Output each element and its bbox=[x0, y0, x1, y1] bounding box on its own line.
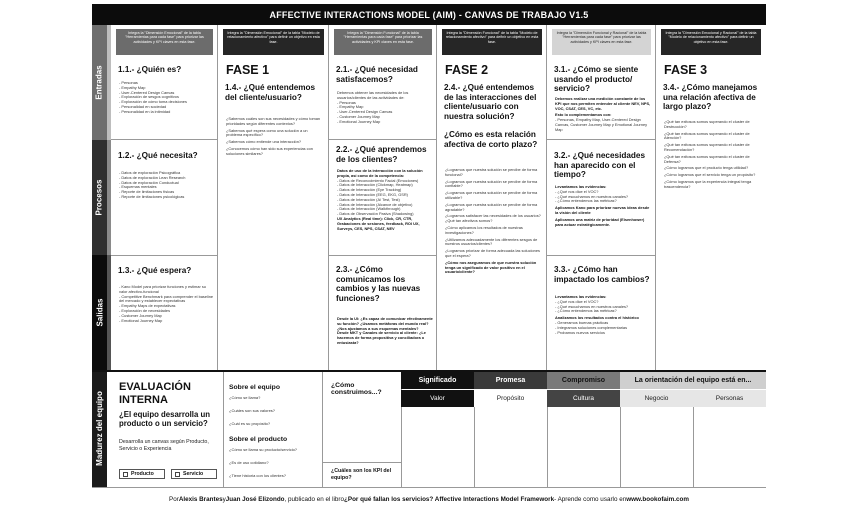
list-item: - Kano Model para priorizar funciones y estimar su valor afectivo-funcional bbox=[119, 285, 206, 294]
list-item: - ¿Qué nos dice el VOC? bbox=[555, 298, 599, 304]
list-item: - Datos de exploración Conductual bbox=[119, 179, 179, 185]
list-item: ¿Logramos priorizar de forma adecuada las soluciones que el espera? bbox=[445, 248, 540, 258]
fase-3-title: FASE 3 bbox=[664, 63, 708, 77]
question-2-2: 2.2.- ¿Qué aprendemos de los clientes? bbox=[336, 145, 427, 164]
list-item: - Datos de exploración Lean Research bbox=[119, 174, 186, 180]
list-item: Aplicamos una matriz de prioridad (Eisenhower) para actuar estratégicamente. bbox=[555, 216, 645, 227]
question-1-2: 1.2.- ¿Qué necesita? bbox=[118, 151, 198, 160]
question-2-1-items bbox=[337, 91, 433, 125]
list-item: ¿Logramos que nuestra solución se percibe de forma agradable? bbox=[445, 201, 538, 212]
list-item: ¿Logramos que nuestra solución se percibe de forma funcional? bbox=[445, 168, 538, 177]
list-item: - ¿Cómo entendemos las métricas? bbox=[555, 308, 617, 314]
list-item: - Customer Journey Map bbox=[119, 312, 162, 318]
list-item: ¿Cómo nos aseguramos de que nuestra solución tenga un significado de valor positivo en el usuario/cliente? bbox=[445, 259, 537, 275]
checkbox-icon bbox=[175, 472, 180, 477]
list-item: - Personalidad en sociedad bbox=[119, 103, 167, 109]
list-item: ¿Logramos que nuestra solución se percibe de forma confiable? bbox=[445, 178, 538, 189]
column-6-header: Integra la "Dimensión Emocional y Racional" de la tabla "Modelo de relacionamiento afectivo" para definir un objetivo en esta fase. bbox=[661, 29, 761, 55]
question-1-3: 1.3.- ¿Qué espera? bbox=[118, 266, 192, 275]
list-item: ¿Cómo se llama su producto/servicio? bbox=[229, 448, 298, 452]
list-item: ¿Logramos que nuestra solución se percibe de forma utilizable? bbox=[445, 190, 538, 200]
list-item: - Personalidad en la intimidad bbox=[119, 108, 171, 114]
footer-author-2: Juan José Elizondo bbox=[225, 496, 285, 503]
question-2-4: 2.4.- ¿Qué entendemos de las interacciones del cliente/usuario con nuestra solución? bbox=[444, 83, 537, 121]
list-item: ¿Es de uso cotidiano? bbox=[229, 459, 269, 465]
list-item: - Emotional Journey Map bbox=[119, 317, 163, 323]
como-construimos-label: ¿Cómo construimos...? bbox=[331, 382, 382, 396]
question-1-4: 1.4.- ¿Qué entendemos del cliente/usuario? bbox=[225, 83, 316, 102]
question-1-2-items bbox=[119, 171, 214, 200]
list-item: - Generamos buenas prácticas bbox=[555, 319, 609, 325]
question-3-3: 3.3.- ¿Cómo han impactado los cambios? bbox=[554, 265, 650, 284]
canvas-grid bbox=[111, 25, 766, 370]
list-item: Debemos obtener las necesidades de los usuarios/clientes de las actividades de: bbox=[337, 91, 409, 100]
evaluation-question: ¿El equipo desarrolla un producto o un servicio? bbox=[119, 410, 210, 428]
list-item: - Datos de Interacción (Eye Tracking) bbox=[337, 187, 402, 193]
list-item: - Esquemas mentales bbox=[119, 184, 157, 190]
list-item: - Empathy Map bbox=[337, 104, 364, 110]
list-item: ¿Cómo logramos que el servicio tenga un propósito? bbox=[664, 172, 756, 178]
product-items bbox=[229, 448, 317, 486]
list-item: - Exploración de cómo toma decisiones bbox=[119, 99, 187, 105]
kpi-question: ¿Cuáles son los KPI del equipo? bbox=[331, 468, 392, 481]
table-header-orientacion: La orientación del equipo está en... bbox=[620, 372, 766, 389]
column-1 bbox=[111, 25, 218, 370]
list-item: Levantamos las evidencias: bbox=[555, 295, 607, 299]
divider bbox=[111, 255, 217, 256]
question-1-4-items bbox=[226, 117, 324, 157]
table-sub-proposito: Propósito bbox=[474, 390, 547, 407]
column-1-header: Integra la "Dimensión Emocional" de la tabla "Herramientas para cada fase" para priorizar las actividades y KPI claves en esta fase. bbox=[116, 29, 213, 55]
list-item: - Competitive Benchmark para comprender el baseline del mercado y establecer expectativas bbox=[119, 293, 214, 304]
servicio-checkbox[interactable] bbox=[171, 469, 217, 479]
column-2 bbox=[218, 25, 329, 370]
list-item: ¿Cómo logramos que el producto tenga utilidad? bbox=[664, 165, 749, 171]
list-item: - Datos de exploración Psicográfica bbox=[119, 171, 181, 175]
list-item: UX Analytics (Real time): Click, CR, CTR, Grabaciones de sesiones, feedback, ROI UX, Surveys, CES, NPS, CSAT, NEV bbox=[337, 215, 420, 231]
list-item: ¿Cuál es su propósito? bbox=[229, 420, 271, 426]
list-item: - Personas, Empathy Map, User-Centered Design Canvas, Customer Journey Map y Emotional Journey Map bbox=[555, 117, 648, 132]
column-3 bbox=[329, 25, 437, 370]
footer bbox=[92, 487, 766, 512]
list-item: ¿Cuáles son sus valores? bbox=[229, 407, 276, 413]
divider bbox=[547, 255, 655, 256]
servicio-label: Servicio bbox=[183, 471, 204, 477]
list-item: - Emotional Journey Map bbox=[337, 118, 381, 124]
question-2-2-items bbox=[337, 169, 433, 231]
question-2-1: 2.1.- ¿Qué necesidad satisfacemos? bbox=[336, 65, 418, 84]
question-2-3-items bbox=[337, 317, 433, 346]
list-item: ¿Sabemos cuáles son sus necesidades y cómo toman prioridades según diferentes contextos? bbox=[226, 117, 321, 126]
list-item: Datos de uso de la interacción con la solución propia, así como de la competencia: bbox=[337, 169, 423, 178]
list-item: ¿Qué tan exitosos somos superando el cluster de Recomendación? bbox=[664, 142, 750, 152]
list-item: - Reporte de limitaciones psicológicas bbox=[119, 193, 185, 199]
list-item: ¿Tiene historia con los clientes? bbox=[229, 472, 286, 478]
list-item: - ¿Qué escuchamos en nuestros canales? bbox=[555, 193, 629, 199]
list-item: - Datos de Interacción (Walkthrough) bbox=[337, 206, 401, 212]
list-item: - User-Centered Design Canvas bbox=[337, 109, 393, 115]
list-item: - User-Centered Design Canvas bbox=[119, 89, 175, 95]
list-item: - Datos de Reconocimiento Facial (Emociones) bbox=[337, 177, 419, 183]
list-item: - Integramos soluciones complementarias bbox=[555, 324, 628, 330]
list-item: - Datos de Interacción (A/ Test, Test) bbox=[337, 196, 400, 202]
evaluation-title: EVALUACIÓN INTERNA bbox=[119, 381, 191, 406]
divider bbox=[547, 139, 655, 140]
list-item: Levantamos las evidencias: bbox=[555, 185, 607, 189]
row-label-procesos: Procesos bbox=[92, 140, 107, 255]
evaluation-description: Desarrolla un canvas según Producto, Servicio o Experiencia bbox=[119, 439, 209, 452]
list-item: ¿Qué tan exitosos somos superando el cluster de Destrucción? bbox=[664, 120, 750, 129]
list-item: - Reporte de limitaciones físicas bbox=[119, 189, 175, 195]
list-item: ¿Cómo se llama? bbox=[229, 396, 261, 400]
list-item: Desde la UI: ¿Es capaz de comunicar efectivamente su función? ¿Usamos metáforas del mundo real? ¿Nos ajustamos a sus esquemas mentales? bbox=[337, 317, 433, 331]
list-item: ¿Sabemos qué espera como una solución a un problema específico? bbox=[226, 127, 308, 138]
fase-2-title: FASE 2 bbox=[445, 63, 489, 77]
footer-text: , publicado en el libro bbox=[284, 496, 345, 503]
list-item: - ¿Qué nos dice el VOC? bbox=[555, 188, 599, 194]
row-label-entradas: Entradas bbox=[92, 25, 107, 140]
question-1-3-items bbox=[119, 285, 214, 323]
question-3-2-items bbox=[555, 185, 651, 227]
canvas-title: AFFECTIVE INTERACTIONS MODEL (AIM) - CANVAS DE TRABAJO V1.5 bbox=[92, 4, 766, 25]
column-2-header: Integra la "Dimensión Emocional" de la tabla "Modelo de relacionamiento afectivo" para definir un objetivo en esta fase. bbox=[223, 29, 324, 55]
list-item: Debemos realizar una medición constante de los KPI que nos permiten entender al cliente NEV, NPS, VOC, CSAT, CES, VC, etc. bbox=[555, 97, 651, 111]
team-items bbox=[229, 396, 317, 434]
producto-label: Producto bbox=[131, 471, 154, 477]
evaluation-intro bbox=[111, 372, 223, 487]
list-item: - Datos de Observación Pasiva (Shadowing) bbox=[337, 211, 414, 217]
question-1-1-items bbox=[119, 81, 214, 115]
table-sub-valor: Valor bbox=[401, 390, 474, 407]
list-item: ¿Cómo aplicamos los resultados de nuestras investigaciones? bbox=[445, 224, 523, 235]
list-item: - Datos de Interacción (Clickmap, Heatmap) bbox=[337, 182, 413, 188]
list-item: - ¿Qué escuchamos en nuestros canales? bbox=[555, 303, 629, 309]
list-item: ¿Cómo logramos que la experiencia integral tenga trascendencia? bbox=[664, 178, 752, 189]
footer-text: - Aprende como usarlo en bbox=[554, 496, 627, 503]
list-item: - Empathy Maps de expectativas bbox=[119, 303, 176, 309]
footer-book-title: ¿Por qué fallan los servicios? Affective Interactions Model Framework bbox=[344, 496, 555, 503]
divider bbox=[329, 255, 436, 256]
footer-text: Por bbox=[169, 496, 179, 503]
question-3-1-items bbox=[555, 97, 651, 133]
question-2-3: 2.3.- ¿Cómo comunicamos los cambios y las nuevas funciones? bbox=[336, 265, 421, 303]
list-item: Desde MKT y Canales de servicio al cliente: ¿Le hacemos de forma propositiva y conciliadora o entusiasta? bbox=[337, 330, 426, 345]
evaluation-section bbox=[92, 370, 766, 487]
table-sub-cultura: Cultura bbox=[547, 390, 620, 407]
divider bbox=[693, 407, 694, 487]
como-construimos-cell bbox=[322, 372, 401, 487]
list-item: Aplicamos Kano para priorizar nuevas ideas desde la visión del cliente bbox=[555, 205, 650, 215]
divider bbox=[329, 139, 436, 140]
question-1-1: 1.1.- ¿Quién es? bbox=[118, 65, 182, 74]
table-header-promesa: Promesa bbox=[474, 372, 547, 389]
list-item: Analizamos los resultados contra el histórico bbox=[555, 315, 639, 321]
list-item: ¿Sabemos cómo entiende una interacción? bbox=[226, 139, 302, 145]
fase-1-title: FASE 1 bbox=[226, 63, 270, 77]
table-sub-negocio: Negocio bbox=[620, 390, 693, 407]
question-3-3-items bbox=[555, 295, 651, 335]
checkbox-icon bbox=[123, 472, 128, 477]
list-item: Esto lo complementamos con: bbox=[555, 112, 612, 118]
footer-author-1: Alexis Brantes bbox=[178, 496, 223, 503]
column-3-header: Integra la "Dimensión Funcional" de la tabla "Herramientas para cada fase" para priorizar las actividades y KPI claves en esta fase. bbox=[334, 29, 432, 55]
list-item: - ¿Cómo entendemos las métricas? bbox=[555, 198, 617, 204]
divider bbox=[547, 407, 548, 487]
question-3-4: 3.4.- ¿Cómo manejamos una relación afectiva de largo plazo? bbox=[663, 83, 758, 111]
list-item: ¿Logramos satisfacer las necesidades de los usuarios? ¿Qué tan afectivos somos? bbox=[445, 213, 541, 224]
list-item: ¿Utilizamos adecuadamente los diferentes sesgos de nuestros usuarios/clientes? bbox=[445, 236, 538, 247]
footer-url[interactable]: www.bookofaim.com bbox=[626, 496, 689, 503]
list-item: - Exploración de sesgos cognitivos bbox=[119, 94, 179, 100]
sobre-producto-title: Sobre el producto bbox=[229, 436, 288, 443]
divider bbox=[620, 407, 621, 487]
question-3-1: 3.1.- ¿Cómo se siente usando el producto/ servicio? bbox=[554, 65, 639, 93]
list-item: - Datos de Interacción (Alcance de objetivo) bbox=[337, 201, 413, 207]
footer-text: y bbox=[222, 496, 226, 503]
list-item: - Empathy Map bbox=[119, 84, 146, 90]
column-6 bbox=[656, 25, 766, 370]
divider bbox=[322, 462, 401, 463]
list-item: - Personas bbox=[337, 99, 356, 105]
row-label-madurez: Madurez del equipo bbox=[92, 370, 107, 487]
list-item: - Personas bbox=[119, 81, 138, 85]
table-header-compromiso: Compromiso bbox=[547, 372, 620, 389]
sobre-equipo-title: Sobre el equipo bbox=[229, 384, 280, 391]
column-4 bbox=[437, 25, 547, 370]
list-item: - Datos de Interacción (EEG, EKG, GSR) bbox=[337, 191, 408, 197]
list-item: - Exploración de necesidades bbox=[119, 307, 171, 313]
column-4-header: Integra la "Dimensión Funcional" de la tabla "Modelo de relacionamiento afectivo" para definir un objetivo en esta fase. bbox=[442, 29, 542, 55]
row-label-salidas: Salidas bbox=[92, 255, 107, 370]
list-item: ¿Qué tan exitosos somos superando el cluster de Defensa? bbox=[664, 153, 750, 164]
column-5-header: Integra la "Dimensión Funcional y Racional" de la tabla "Herramientas para cada fase" para priorizar las actividades y KPI claves en esta fase. bbox=[552, 29, 651, 55]
list-item: ¿Conocemos cómo han sido sus experiencias con soluciones similares? bbox=[226, 145, 313, 156]
table-sub-personas: Personas bbox=[693, 390, 766, 407]
divider bbox=[111, 139, 217, 140]
question-2-4-relation: ¿Cómo es esta relación afectiva de corto plazo? bbox=[444, 130, 538, 149]
table-header-significado: Significado bbox=[401, 372, 474, 389]
list-item: - Customer Journey Map bbox=[337, 113, 380, 119]
producto-checkbox[interactable] bbox=[119, 469, 165, 479]
team-section bbox=[223, 372, 322, 487]
question-3-2: 3.2.- ¿Qué necesidades han aparecido con el tiempo? bbox=[554, 151, 646, 179]
list-item: - Probamos nuevos servicios bbox=[555, 329, 605, 335]
question-3-4-items bbox=[664, 120, 762, 190]
column-5 bbox=[547, 25, 656, 370]
question-2-4-items bbox=[445, 168, 543, 275]
list-item: ¿Qué tan exitosos somos superando el cluster de Atención? bbox=[664, 130, 750, 141]
divider bbox=[474, 407, 475, 487]
